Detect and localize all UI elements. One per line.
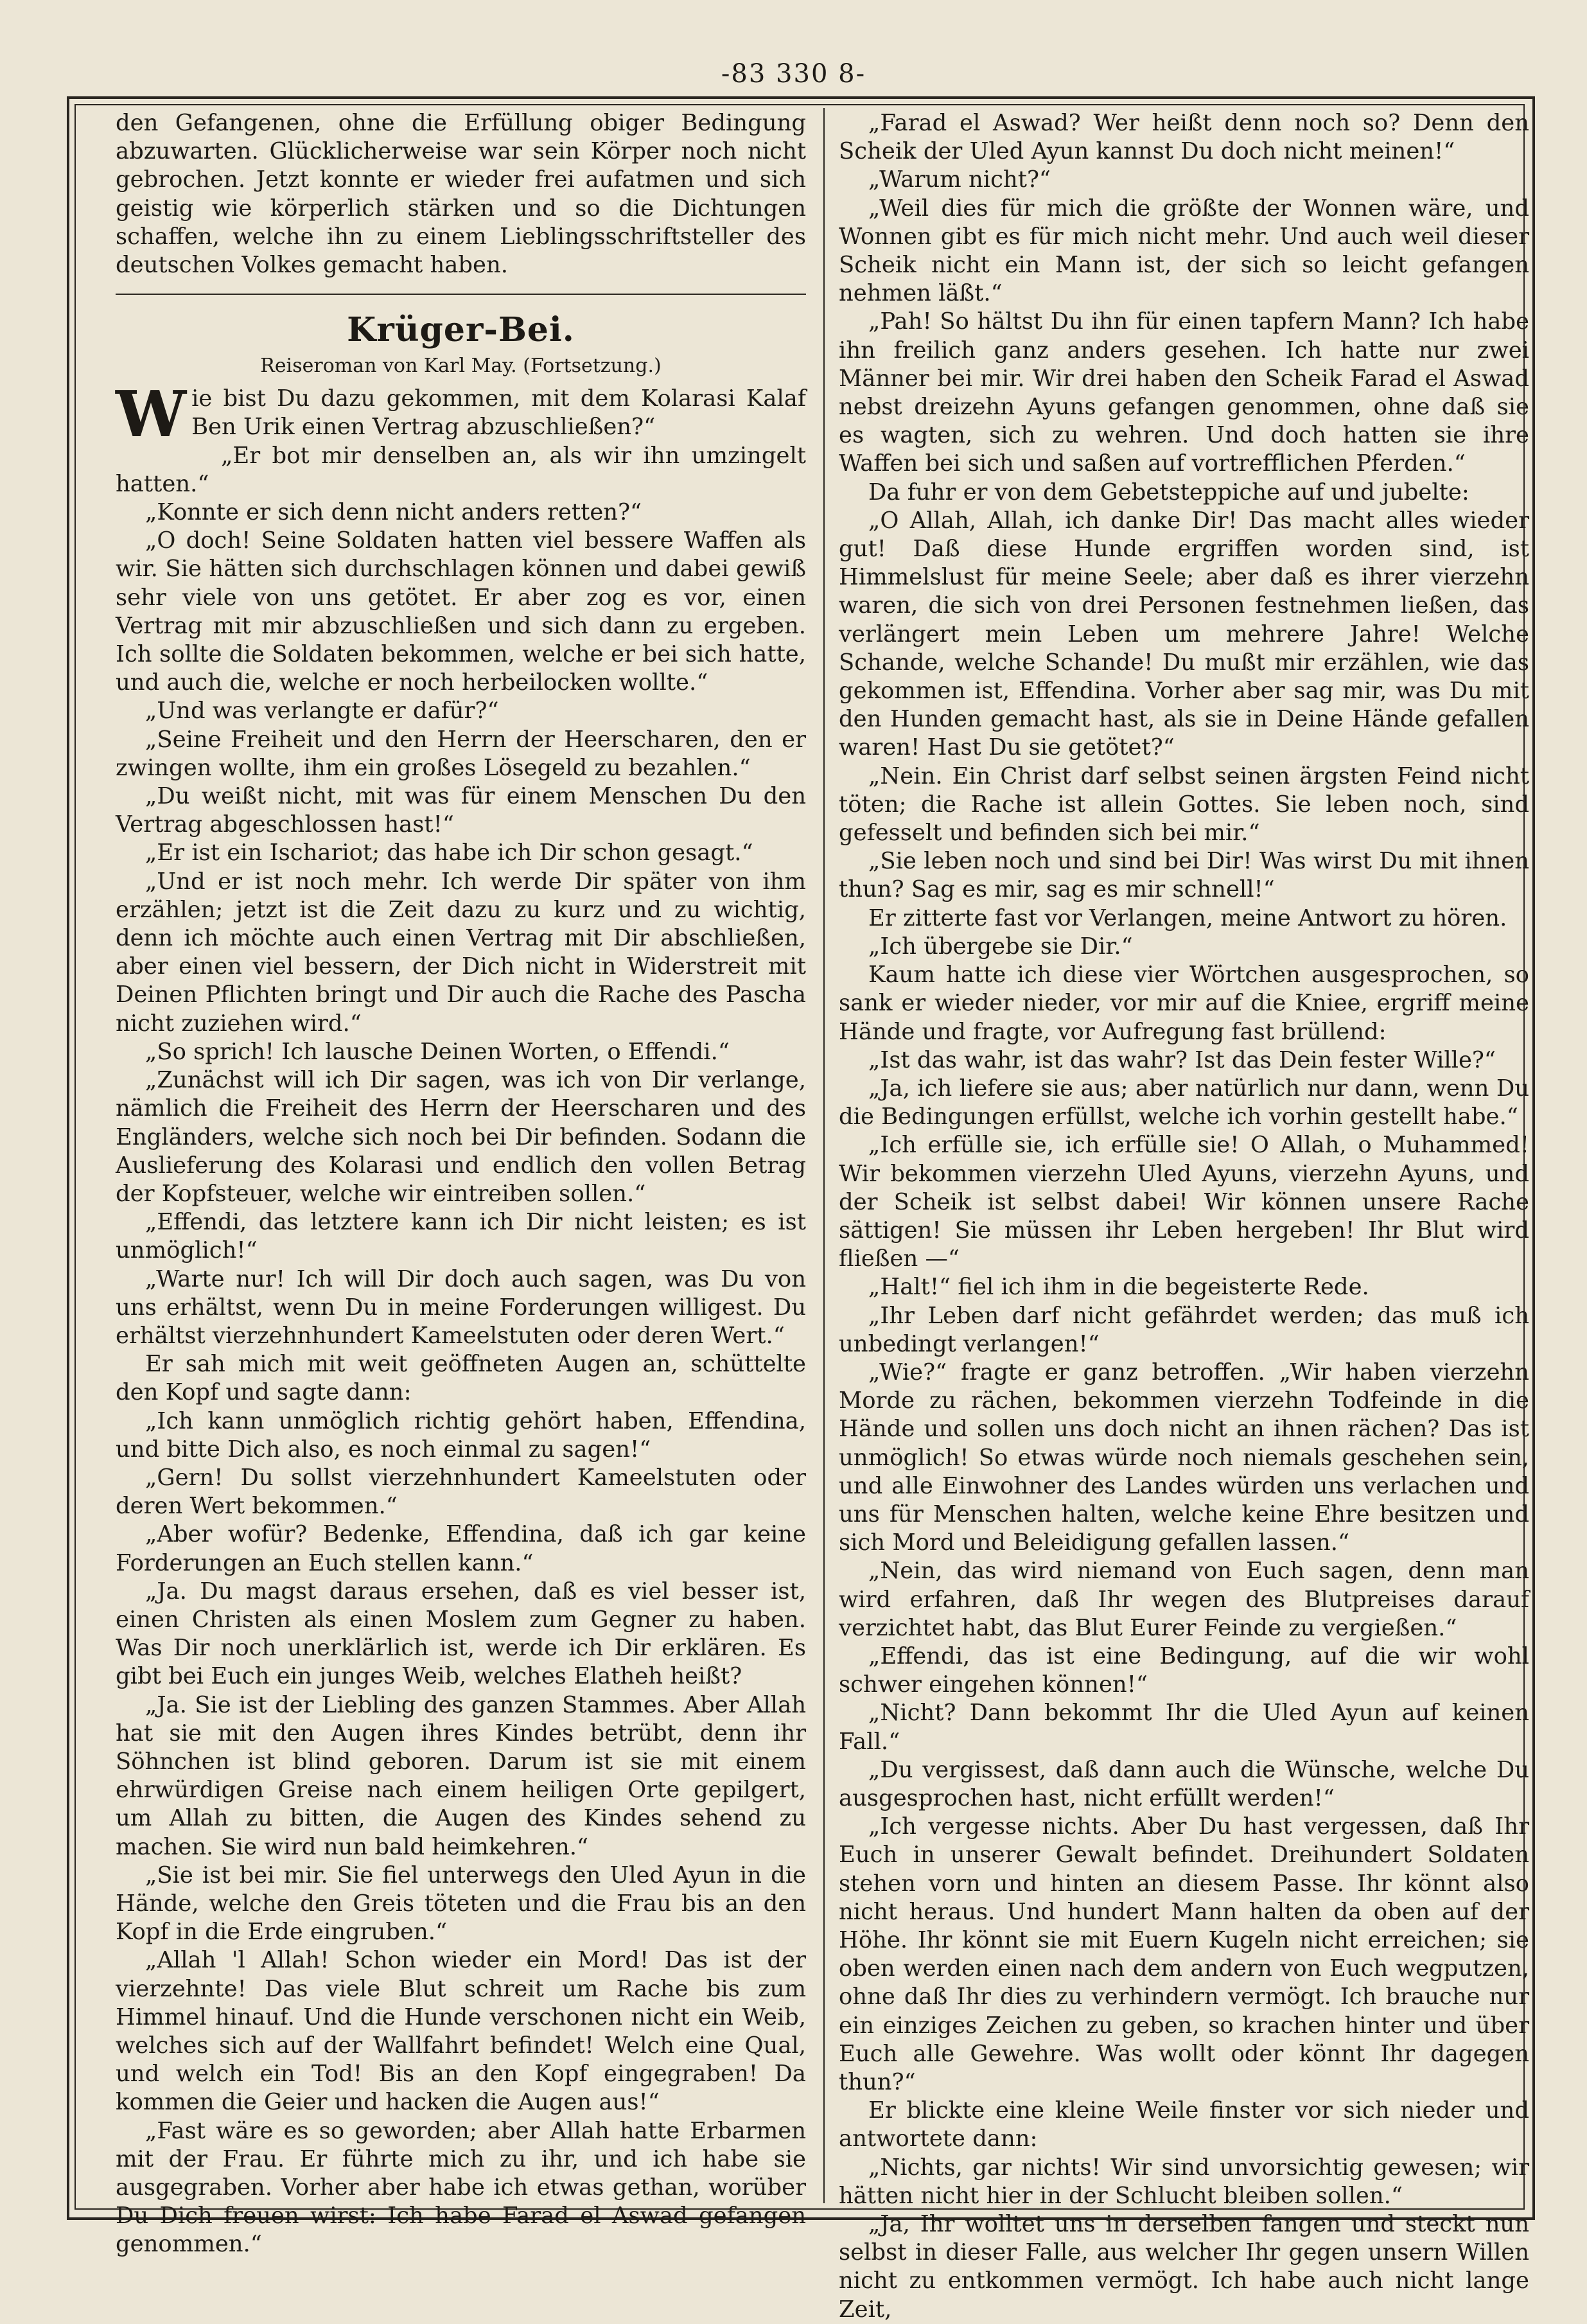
paragraph: „Pah! So hältst Du ihn für einen tapfern Mann? Ich habe ihn freilich ganz anders gesehen. Ich hatte nur zwei Männer bei mir. Wir drei haben den Scheik Farad el Aswad nebst dreizehn Ayuns gefangen genommen, ohne daß sie es wagten, sich zu wehren. Und doch hatten sie ihre Waffen bei sich und saßen auf vortrefflichen Pferden.“ (839, 308, 1529, 477)
paragraph: „Und was verlangte er dafür?“ (145, 698, 499, 725)
page-number-value: 330 (776, 59, 829, 89)
left-column (116, 109, 806, 2258)
paragraph: „Fast wäre es so geworden; aber Allah hatte Erbarmen mit der Frau. Er führte mich zu ihr, und ich habe sie ausgegraben. Vorher aber habe ich etwas gethan, worüber Du Dich freuen wirst: Ich habe Farad el Aswad gefangen genommen.“ (116, 2117, 806, 2258)
paragraph: „Warum nicht?“ (868, 166, 1051, 193)
paragraph: „Nein. Ein Christ darf selbst seinen ärgsten Feind nicht töten; die Rache ist allein Gottes. Sie leben noch, sind gefesselt und befinden sich bei mir.“ (839, 762, 1529, 847)
paragraph: Kaum hatte ich diese vier Wörtchen ausgesprochen, so sank er wieder nieder, vor mir auf die Kniee, ergriff meine Hände und fragte, vor Aufregung fast brüllend: (839, 962, 1529, 1045)
paragraph: „Ich erfülle sie, ich erfülle sie! O Allah, o Muhammed! Wir bekommen vierzehn Uled Ayuns, vierzehn Ayuns, und der Scheik ist selbst dabei! Wir können unsere Rache sättigen! Sie müssen ihr Leben hergeben! Ihr Blut wird fließen —“ (839, 1132, 1529, 1272)
paragraph: Er blickte eine kleine Weile finster vor sich nieder und antwortete dann: (839, 2097, 1529, 2152)
paragraph: „Ja, ich liefere sie aus; aber natürlich nur dann, wenn Du die Bedingungen erfüllst, welche ich vorhin gestellt habe.“ (839, 1075, 1529, 1131)
paragraph: „So sprich! Ich lausche Deinen Worten, o Effendi.“ (145, 1038, 730, 1065)
paragraph: „Ist das wahr, ist das wahr? Ist das Dein fester Wille?“ (868, 1046, 1496, 1073)
page-number-suffix: 8- (838, 59, 866, 89)
column-divider (823, 108, 825, 2203)
article-subtitle: Reiseroman von Karl May. (Fortsetzung.) (260, 355, 662, 378)
paragraph: „Sie ist bei mir. Sie fiel unterwegs den Uled Ayun in die Hände, welche den Greis töteten und die Frau bis an den Kopf in die Erde eingruben.“ (116, 1862, 806, 1946)
paragraph: „Er bot mir denselben an, als wir ihn umzingelt hatten.“ (116, 442, 806, 497)
paragraph: „Farad el Aswad? Wer heißt denn noch so? Denn den Scheik der Uled Ayun kannst Du doch nicht meinen!“ (839, 110, 1529, 165)
intro-paragraph: den Gefangenen, ohne die Erfüllung obiger Bedingung abzuwarten. Glücklicherweise war sein Körper noch nicht gebrochen. Jetzt konnte er wieder frei aufatmen und sich geistig wie körperlich stärken und so die Dichtungen schaffen, welche ihn zu einem Lieblingsschriftsteller des deutschen Volkes gemacht haben. (116, 110, 806, 279)
paragraph: „Ich vergesse nichts. Aber Du hast vergessen, daß Ihr Euch in unserer Gewalt befindet. Dreihundert Soldaten stehen vorn und hinten an diesem Passe. Ihr könnt also nicht heraus. Und hundert Mann halten da oben auf der Höhe. Ihr könnt sie mit Euern Kugeln nicht erreichen; sie oben werden einen nach dem andern von Euch wegputzen, ohne daß Ihr dies zu verhindern vermögt. Ich brauche nur ein einziges Zeichen zu geben, so krachen hinter und über Euch alle Gewehre. Was wollt oder könnt Ihr dagegen thun?“ (839, 1813, 1529, 2096)
paragraph: „Effendi, das letztere kann ich Dir nicht leisten; es ist unmöglich!“ (116, 1209, 806, 1264)
first-paragraph (116, 378, 806, 452)
paragraph: „Und er ist noch mehr. Ich werde Dir später von ihm erzählen; jetzt ist die Zeit dazu zu kurz und zu wichtig, denn ich möchte auch einen Vertrag mit Dir abschließen, aber einen viel bessern, der Dich nicht in Widerstreit mit Deinen Pflichten bringt und Dir auch die Rache des Pascha nicht zuziehen wird.“ (116, 868, 806, 1037)
paragraph: „Konnte er sich denn nicht anders retten?“ (145, 499, 642, 526)
paragraph: „Ihr Leben darf nicht gefährdet werden; das muß ich unbedingt verlangen!“ (839, 1302, 1529, 1357)
paragraph: Da fuhr er von dem Gebetsteppiche auf und jubelte: (868, 479, 1469, 506)
paragraph: „Wie?“ fragte er ganz betroffen. „Wir haben vierzehn Morde zu rächen, bekommen vierzehn Todfeinde in die Hände und sollen uns doch nicht an ihnen rächen? Das ist unmöglich! So etwas würde noch niemals geschehen sein, und alle Einwohner des Landes würden uns verlachen und uns für Menschen halten, welche keine Ehre besitzen und sich Mord und Beleidigung gefallen lassen.“ (839, 1359, 1529, 1556)
paragraph: „Allah 'l Allah! Schon wieder ein Mord! Das ist der vierzehnte! Das viele Blut schreit um Rache bis zum Himmel hinauf. Und die Hunde verschonen nicht ein Weib, welches sich auf der Wallfahrt befindet! Welch eine Qual, und welch ein Tod! Bis an den Kopf eingegraben! Da kommen die Geier und hacken die Augen aus!“ (116, 1947, 806, 2116)
first-paragraph-text: ie bist Du dazu gekommen, mit dem Kolarasi Kalaf Ben Urik einen Vertrag abzuschließen?“ (191, 385, 806, 441)
paragraph: „Sie leben noch und sind bei Dir! Was wirst Du mit ihnen thun? Sag es mir, sag es mir schnell!“ (839, 848, 1529, 903)
section-divider (116, 294, 806, 295)
page-number-prefix: -83 (721, 59, 767, 89)
paragraph: „Nichts, gar nichts! Wir sind unvorsichtig gewesen; wir hätten nicht hier in der Schlucht bleiben sollen.“ (839, 2154, 1529, 2209)
paragraph: „Du vergissest, daß dann auch die Wünsche, welche Du ausgesprochen hast, nicht erfüllt werden!“ (839, 1756, 1529, 1811)
paragraph: „Warte nur! Ich will Dir doch auch sagen, was Du von uns erhältst, wenn Du in meine Forderungen willigest. Du erhältst vierzehnhundert Kameelstuten oder deren Wert.“ (116, 1265, 806, 1349)
paragraph: „Aber wofür? Bedenke, Effendina, daß ich gar keine Forderungen an Euch stellen kann.“ (116, 1521, 806, 1576)
drop-cap: W (116, 378, 187, 452)
paragraph: „Du weißt nicht, mit was für einem Menschen Du den Vertrag abgeschlossen hast!“ (116, 783, 806, 838)
paragraph: „O doch! Seine Soldaten hatten viel bessere Waffen als wir. Sie hätten sich durchschlagen können und dabei gewiß sehr viele von uns getötet. Er aber zog es vor, einen Vertrag mit mir abzuschließen und sich dann zu ergeben. Ich sollte die Soldaten bekommen, welche er bei sich hatte, und auch die, welche er noch herbeilocken wollte.“ (116, 527, 806, 696)
paragraph: „Ja. Sie ist der Liebling des ganzen Stammes. Aber Allah hat sie mit den Augen ihres Kindes betrübt, denn ihr Söhnchen ist blind geboren. Darum ist sie mit einem ehrwürdigen Greise nach einem heiligen Orte gepilgert, um Allah zu bitten, die Augen des Kindes sehend zu machen. Sie wird nun bald heimkehren.“ (116, 1691, 806, 1860)
paragraph: „Seine Freiheit und den Herrn der Heerscharen, den er zwingen wollte, ihm ein großes Lösegeld zu bezahlen.“ (116, 726, 806, 781)
paragraph: Er sah mich mit weit geöffneten Augen an, schüttelte den Kopf und sagte dann: (116, 1351, 806, 1406)
paragraph: „Ja, Ihr wolltet uns in derselben fangen und steckt nun selbst in dieser Falle, aus welcher Ihr gegen unsern Willen nicht zu entkommen vermögt. Ich habe auch nicht lange Zeit, (839, 2211, 1529, 2323)
paragraph: „Effendi, das ist eine Bedingung, auf die wir wohl schwer eingehen können!“ (839, 1642, 1529, 1698)
paragraph: „Ich übergebe sie Dir.“ (868, 933, 1133, 960)
paragraph: „O Allah, Allah, ich danke Dir! Das macht alles wieder gut! Daß diese Hunde ergriffen worden sind, ist Himmelslust für meine Seele; aber daß es ihrer vierzehn waren, die sich von drei Personen festnehmen ließen, das verlängert mein Leben um mehrere Jahre! Welche Schande, welche Schande! Du mußt mir erzählen, wie das gekommen ist, Effendina. Vorher aber sag mir, was Du mit den Hunden gemacht hast, als sie in Deine Hände gefallen waren! Hast Du sie getötet?“ (839, 507, 1529, 761)
paragraph: „Weil dies für mich die größte der Wonnen wäre, und Wonnen gibt es für mich nicht mehr. Und auch weil dieser Scheik nicht ein Mann ist, der sich so leicht gefangen nehmen läßt.“ (839, 195, 1529, 307)
paragraph: „Er ist ein Ischariot; das habe ich Dir schon gesagt.“ (145, 840, 753, 867)
paragraph: „Ja. Du magst daraus ersehen, daß es viel besser ist, einen Christen als einen Moslem zum Gegner zu haben. Was Dir noch unerklärlich ist, werde ich Dir erklären. Es gibt bei Euch ein junges Weib, welches Elatheh heißt? (116, 1578, 806, 1690)
paragraph: „Nicht? Dann bekommt Ihr die Uled Ayun auf keinen Fall.“ (839, 1700, 1529, 1755)
article-title: Krüger-Bei. (347, 310, 575, 350)
paragraph: „Gern! Du sollst vierzehnhundert Kameelstuten oder deren Wert bekommen.“ (116, 1464, 806, 1520)
paragraph: Er zitterte fast vor Verlangen, meine Antwort zu hören. (868, 904, 1507, 931)
right-column (839, 109, 1529, 2323)
paragraph: „Nein, das wird niemand von Euch sagen, denn man wird erfahren, daß Ihr wegen des Blutpreises darauf verzichtet habt, das Blut Eurer Feinde zu vergießen.“ (839, 1558, 1529, 1641)
page-number (0, 59, 1587, 89)
paragraph: „Halt!“ fiel ich ihm in die begeisterte Rede. (868, 1274, 1369, 1301)
paragraph: „Zunächst will ich Dir sagen, was ich von Dir verlange, nämlich die Freiheit des Herrn der Heerscharen und des Engländers, welche sich noch bei Dir befinden. Sodann die Auslieferung des Kolarasi und endlich den vollen Betrag der Kopfsteuer, welche wir eintreiben sollen.“ (116, 1067, 806, 1207)
paragraph: „Ich kann unmöglich richtig gehört haben, Effendina, und bitte Dich also, es noch einmal zu sagen!“ (116, 1407, 806, 1463)
